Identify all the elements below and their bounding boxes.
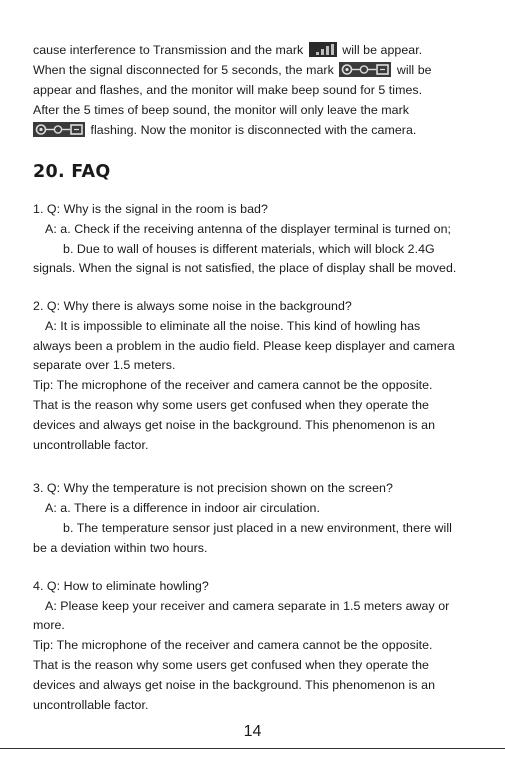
faq-q4-question: 4. Q: How to eliminate howling? bbox=[33, 579, 209, 593]
faq-q3-answer-b: b. The temperature sensor just placed in a new environment, there will bbox=[63, 521, 452, 535]
faq-q2-tip-1: Tip: The microphone of the receiver and camera cannot be the opposite. bbox=[33, 378, 433, 392]
faq-q2-answer-1: A: It is impossible to eliminate all the noise. This kind of howling has bbox=[45, 319, 421, 333]
faq-q2-tip-3: devices and always get noise in the background. This phenomenon is an bbox=[33, 418, 436, 432]
intro-line-5 bbox=[33, 122, 416, 138]
intro-line-2 bbox=[33, 62, 432, 78]
faq-q2-answer-2: always been a problem in the audio field. Please keep displayer and camera bbox=[33, 339, 455, 353]
faq-q4-tip-1: Tip: The microphone of the receiver and camera cannot be the opposite. bbox=[33, 638, 433, 652]
faq-q2-answer-3: separate over 1.5 meters. bbox=[33, 358, 176, 372]
faq-q3-answer-b-cont: be a deviation within two hours. bbox=[33, 541, 208, 555]
intro-line-1-before: cause interference to Transmission and the mark bbox=[33, 43, 307, 57]
faq-q2-question: 2. Q: Why there is always some noise in the background? bbox=[33, 299, 352, 313]
faq-q4-tip-4: uncontrollable factor. bbox=[33, 698, 149, 712]
faq-q3-answer-a: A: a. There is a difference in indoor air circulation. bbox=[45, 501, 320, 515]
faq-q1-answer-a: A: a. Check if the receiving antenna of the displayer terminal is turned on; bbox=[45, 222, 452, 236]
camera-link-icon bbox=[33, 122, 85, 137]
intro-line-1 bbox=[33, 42, 422, 58]
faq-q1-answer-b-cont: signals. When the signal is not satisfied, the place of display shall be moved. bbox=[33, 261, 457, 275]
footer-divider bbox=[0, 748, 505, 749]
intro-line-4: After the 5 times of beep sound, the monitor will only leave the mark bbox=[33, 103, 410, 117]
faq-q4-answer-1: A: Please keep your receiver and camera separate in 1.5 meters away or bbox=[45, 599, 450, 613]
camera-link-icon bbox=[339, 62, 391, 77]
faq-q1-answer-b: b. Due to wall of houses is different materials, which will block 2.4G bbox=[63, 242, 435, 256]
faq-q4-tip-3: devices and always get noise in the background. This phenomenon is an bbox=[33, 678, 436, 692]
faq-q2-tip-2: That is the reason why some users get confused when they operate the bbox=[33, 398, 429, 412]
signal-bars-icon bbox=[309, 42, 337, 57]
section-title: 20. FAQ bbox=[33, 162, 111, 182]
faq-q2-tip-4: uncontrollable factor. bbox=[33, 438, 149, 452]
intro-line-5-after: flashing. Now the monitor is disconnected with the camera. bbox=[87, 123, 417, 137]
faq-q3-question: 3. Q: Why the temperature is not precision shown on the screen? bbox=[33, 481, 393, 495]
intro-line-2-before: When the signal disconnected for 5 seconds, the mark bbox=[33, 63, 338, 77]
intro-line-1-after: will be appear. bbox=[338, 43, 423, 57]
intro-line-2-after: will be bbox=[393, 63, 432, 77]
intro-line-3: appear and flashes, and the monitor will make beep sound for 5 times. bbox=[33, 83, 423, 97]
faq-q1-question: 1. Q: Why is the signal in the room is bad? bbox=[33, 202, 268, 216]
faq-q4-answer-2: more. bbox=[33, 618, 65, 632]
faq-q4-tip-2: That is the reason why some users get confused when they operate the bbox=[33, 658, 429, 672]
page-number: 14 bbox=[243, 723, 262, 740]
